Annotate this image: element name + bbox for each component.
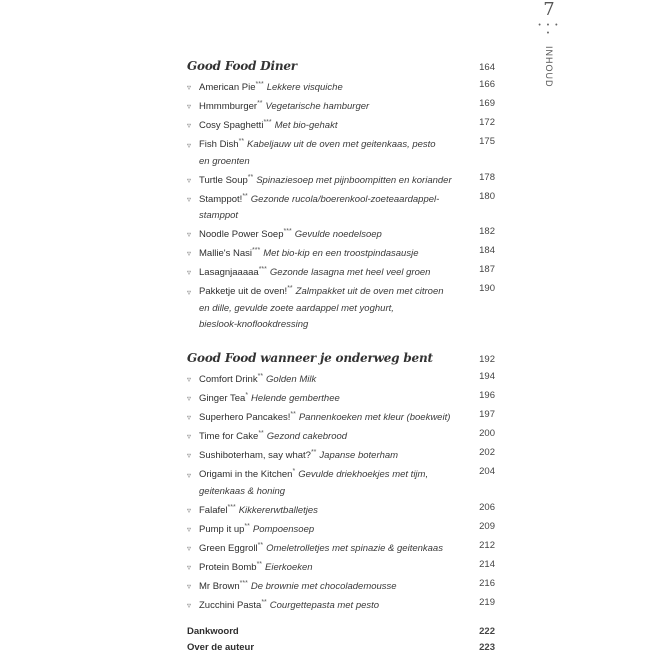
wine-glass-icon: ▿ xyxy=(187,582,192,592)
recipe-page-number: 216 xyxy=(479,578,495,590)
recipe-description: Pompoensoep xyxy=(252,523,315,535)
difficulty-stars: ** xyxy=(287,285,293,293)
difficulty-stars: *** xyxy=(227,503,236,511)
section-heading-row[interactable] xyxy=(187,57,495,77)
recipe-name: Pump it up xyxy=(199,523,245,535)
recipe-entry[interactable] xyxy=(187,77,495,96)
difficulty-stars: *** xyxy=(255,81,264,88)
recipe-name: Protein Bomb xyxy=(199,562,257,574)
difficulty-stars: ** xyxy=(261,599,267,607)
back-matter-entry[interactable] xyxy=(187,640,495,656)
recipe-description-continued: stamppot xyxy=(199,209,239,221)
recipe-entry[interactable] xyxy=(187,243,495,262)
recipe-entry[interactable] xyxy=(187,281,495,300)
recipe-page-number: 180 xyxy=(479,190,495,202)
section-heading-row[interactable] xyxy=(187,349,495,369)
wine-glass-icon: ▿ xyxy=(187,374,192,384)
difficulty-stars: ** xyxy=(244,522,250,530)
recipe-description: Japanse boterham xyxy=(319,450,399,462)
recipe-name: Zucchini Pasta xyxy=(199,600,262,612)
recipe-page-number: 206 xyxy=(479,501,495,513)
difficulty-stars: ** xyxy=(310,449,317,457)
wine-glass-icon: ▿ xyxy=(187,194,192,204)
recipe-entry[interactable] xyxy=(187,519,495,538)
recipe-name: Lasagnjaaaaa xyxy=(199,267,259,279)
recipe-page-number: 214 xyxy=(479,558,495,570)
recipe-entry[interactable] xyxy=(187,576,495,595)
recipe-description: Kabeljauw uit de oven met geitenkaas, pesto xyxy=(247,139,436,151)
recipe-name: Ginger Tea xyxy=(199,392,246,404)
recipe-description: Vegetarische hamburger xyxy=(265,101,370,113)
recipe-page-number: 172 xyxy=(479,117,495,129)
recipe-entry[interactable] xyxy=(187,96,495,115)
recipe-description: Zalmpakket uit de oven met citroen xyxy=(295,286,444,298)
difficulty-stars: ** xyxy=(257,100,263,108)
wine-glass-icon: ▿ xyxy=(187,83,192,93)
wine-glass-icon: ▿ xyxy=(187,543,192,553)
recipe-page-number: 194 xyxy=(479,370,495,382)
wine-glass-icon: ▿ xyxy=(187,230,192,240)
recipe-description: Gezonde lasagna met heel veel groen xyxy=(269,267,431,279)
recipe-entry[interactable] xyxy=(187,464,495,483)
recipe-description: Eierkoeken xyxy=(265,562,313,574)
wine-glass-icon: ▿ xyxy=(187,287,192,297)
recipe-description-continued: en dille, gevulde zoete aardappel met yoghurt, xyxy=(199,302,394,314)
recipe-description: Helende gemberthee xyxy=(251,392,340,404)
back-matter-title: Over de auteur xyxy=(187,642,255,654)
difficulty-stars: ** xyxy=(257,372,264,380)
wine-glass-icon: ▿ xyxy=(187,268,192,278)
recipe-name: Time for Cake xyxy=(199,431,259,443)
wine-glass-icon: ▿ xyxy=(187,563,192,573)
recipe-description-continued: geitenkaas & honing xyxy=(199,485,286,497)
recipe-description: Courgettepasta met pesto xyxy=(269,600,380,612)
recipe-description: Met bio-gehakt xyxy=(274,120,338,132)
recipe-entry[interactable] xyxy=(187,557,495,576)
recipe-page-number: 212 xyxy=(479,539,495,551)
page-dots: • • • • xyxy=(538,22,560,37)
chapter-label: INHOUD xyxy=(544,46,554,88)
section-page-number: 164 xyxy=(479,62,495,73)
recipe-entry[interactable] xyxy=(187,170,495,189)
recipe-name: Mallie's Nasi xyxy=(199,248,253,260)
back-matter-page-number: 223 xyxy=(479,642,495,654)
recipe-entry[interactable] xyxy=(187,538,495,557)
recipe-page-number: 202 xyxy=(479,447,495,459)
wine-glass-icon: ▿ xyxy=(187,601,192,611)
recipe-description-continued-row xyxy=(187,154,495,170)
difficulty-stars: *** xyxy=(263,119,272,127)
wine-glass-icon: ▿ xyxy=(187,451,192,461)
recipe-entry[interactable] xyxy=(187,595,495,614)
recipe-name: Fish Dish xyxy=(199,139,239,151)
recipe-name: American Pie xyxy=(199,82,256,94)
recipe-name: Origami in the Kitchen xyxy=(199,469,293,481)
recipe-page-number: 178 xyxy=(479,171,495,183)
difficulty-stars: ** xyxy=(257,541,264,549)
recipe-name: Noodle Power Soep xyxy=(199,229,284,241)
recipe-name: Superhero Pancakes! xyxy=(199,412,291,424)
difficulty-stars: *** xyxy=(258,266,267,274)
recipe-name: Mr Brown xyxy=(199,581,240,593)
recipe-name: Hmmmburger xyxy=(199,101,258,113)
recipe-page-number: 197 xyxy=(479,408,495,420)
recipe-page-number: 219 xyxy=(479,597,495,609)
section-title: Good Food Diner xyxy=(187,59,297,73)
page-number: 7 xyxy=(543,0,555,20)
table-of-contents xyxy=(187,57,495,656)
recipe-name: Pakketje uit de oven! xyxy=(199,286,288,298)
page-marker xyxy=(536,0,562,88)
difficulty-stars: ** xyxy=(258,430,264,438)
recipe-entry[interactable] xyxy=(187,445,495,464)
recipe-entry[interactable] xyxy=(187,407,495,426)
difficulty-stars: ** xyxy=(242,192,248,200)
recipe-description: Lekkere visquiche xyxy=(266,82,343,94)
recipe-description: De brownie met chocolademousse xyxy=(250,581,397,593)
recipe-description-continued: en groenten xyxy=(199,155,250,167)
recipe-entry[interactable] xyxy=(187,388,495,407)
recipe-description-continued-row xyxy=(187,317,495,333)
back-matter-title: Dankwoord xyxy=(187,626,239,638)
recipe-description: Gezond cakebrood xyxy=(266,431,348,443)
recipe-page-number: 209 xyxy=(479,520,495,532)
recipe-entry[interactable] xyxy=(187,224,495,243)
difficulty-stars: *** xyxy=(239,580,248,588)
recipe-description: Gevulde noedelsoep xyxy=(294,229,382,241)
recipe-entry[interactable] xyxy=(187,262,495,281)
recipe-entry[interactable] xyxy=(187,426,495,445)
recipe-name: Falafel xyxy=(199,504,228,516)
recipe-description: Pannenkoeken met kleur (boekweit) xyxy=(298,412,451,424)
difficulty-stars: ** xyxy=(290,410,296,418)
recipe-entry[interactable] xyxy=(187,500,495,519)
recipe-description-continued: bieslook-knoflookdressing xyxy=(199,318,309,330)
wine-glass-icon: ▿ xyxy=(187,102,192,112)
wine-glass-icon: ▿ xyxy=(187,393,192,403)
recipe-page-number: 187 xyxy=(479,264,495,276)
recipe-description-continued-row xyxy=(187,484,495,500)
recipe-description-continued-row xyxy=(187,208,495,224)
difficulty-stars: ** xyxy=(247,173,254,181)
recipe-entry[interactable] xyxy=(187,134,495,153)
recipe-name: Stamppot! xyxy=(199,193,243,205)
recipe-page-number: 196 xyxy=(479,389,495,401)
recipe-page-number: 190 xyxy=(479,283,495,295)
wine-glass-icon: ▿ xyxy=(187,175,192,185)
recipe-page-number: 169 xyxy=(479,98,495,110)
recipe-page-number: 204 xyxy=(479,466,495,478)
recipe-description: Golden Milk xyxy=(266,373,317,385)
recipe-page-number: 166 xyxy=(479,79,495,90)
recipe-description: Omeletrolletjes met spinazie & geitenkaas xyxy=(266,542,443,554)
difficulty-stars: ** xyxy=(238,138,245,146)
recipe-name: Comfort Drink xyxy=(199,373,258,385)
wine-glass-icon: ▿ xyxy=(187,140,192,150)
recipe-entry[interactable] xyxy=(187,189,495,208)
recipe-name: Turtle Soup xyxy=(199,174,248,186)
recipe-description: Gevulde driekhoekjes met tijm, xyxy=(298,469,429,481)
recipe-entry[interactable] xyxy=(187,115,495,134)
recipe-description: Gezonde rucola/boerenkool-zoeteaardappel- xyxy=(250,193,440,205)
recipe-name: Green Eggroll xyxy=(199,542,258,554)
section-title: Good Food wanneer je onderweg bent xyxy=(187,350,433,365)
difficulty-stars: ** xyxy=(256,560,263,568)
recipe-description: Spinaziesoep met pijnboompitten en koriander xyxy=(256,174,452,186)
difficulty-stars: * xyxy=(292,468,296,476)
recipe-description: Met bio-kip en een troostpindasausje xyxy=(263,248,419,260)
recipe-name: Cosy Spaghetti xyxy=(199,120,264,132)
wine-glass-icon: ▿ xyxy=(187,470,192,480)
wine-glass-icon: ▿ xyxy=(187,249,192,259)
recipe-page-number: 182 xyxy=(479,225,495,237)
recipe-page-number: 175 xyxy=(479,136,495,148)
difficulty-stars: *** xyxy=(283,227,292,235)
wine-glass-icon: ▿ xyxy=(187,121,192,131)
section-page-number: 192 xyxy=(479,353,495,365)
back-matter-entry[interactable] xyxy=(187,624,495,640)
recipe-description-continued-row xyxy=(187,301,495,317)
recipe-page-number: 184 xyxy=(479,245,495,257)
difficulty-stars: *** xyxy=(252,247,261,255)
difficulty-stars: * xyxy=(245,391,249,399)
wine-glass-icon: ▿ xyxy=(187,524,192,534)
back-matter-page-number: 222 xyxy=(479,626,495,638)
recipe-name: Sushiboterham, say what? xyxy=(199,450,311,462)
wine-glass-icon: ▿ xyxy=(187,413,192,423)
wine-glass-icon: ▿ xyxy=(187,432,192,442)
wine-glass-icon: ▿ xyxy=(187,505,192,515)
recipe-entry[interactable] xyxy=(187,369,495,388)
recipe-page-number: 200 xyxy=(479,428,495,440)
recipe-description: Kikkererwtballetjes xyxy=(238,504,318,516)
